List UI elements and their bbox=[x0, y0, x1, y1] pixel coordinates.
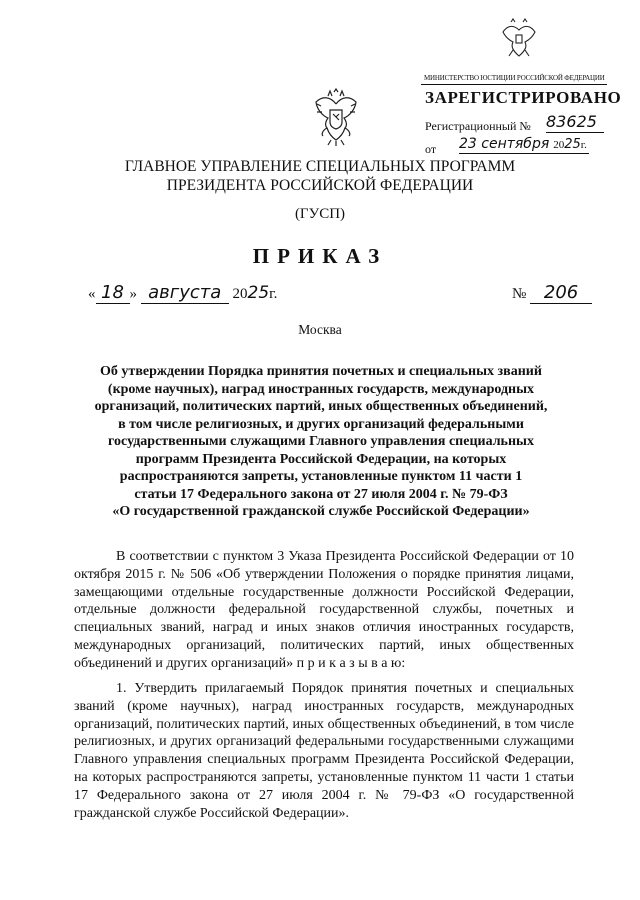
subject-line: статьи 17 Федерального закона от 27 июля 2004 г. № 79-ФЗ bbox=[134, 486, 508, 502]
clause-1-paragraph: 1. Утвердить прилагаемый Порядок принятия почетных и специальных званий (кроме научных), наград иностранных государств, международных организаций, политических партий, иных общественных объединений, в том числе религиозных, и других организаций федеральными государственными служащими Главного управления специальных программ Президента Российской Федерации, на которых распространяются запреты, установленные пунктом 11 части 1 статьи 17 Федерального закона от 27 июля 2004 г. № 79-ФЗ «О государственной гражданской службе Российской Федерации». bbox=[74, 681, 574, 821]
subject-line: (кроме научных), наград иностранных государств, международных bbox=[107, 381, 535, 397]
subject-line: распространяются запреты, установленные пунктом 11 части 1 bbox=[119, 469, 523, 484]
date-close-quote: » bbox=[129, 286, 137, 302]
stamp-divider bbox=[421, 84, 607, 85]
order-number bbox=[512, 282, 592, 304]
order-number-field bbox=[530, 282, 592, 304]
organization-abbreviation: (ГУСП) bbox=[294, 206, 346, 222]
order-subject bbox=[78, 363, 564, 521]
subject-line: Об утверждении Порядка принятия почетных и специальных званий bbox=[100, 364, 542, 379]
order-number-value: 206 bbox=[543, 282, 579, 303]
stamp-date-field bbox=[459, 135, 589, 154]
stamp-year: 25 bbox=[564, 137, 581, 152]
organization-name-line2: ПРЕЗИДЕНТА РОССИЙСКОЙ ФЕДЕРАЦИИ bbox=[166, 177, 474, 194]
date-day-field bbox=[96, 282, 130, 304]
date-year: 25 bbox=[247, 283, 270, 303]
subject-line: в том числе религиозных, и других организаций федеральными bbox=[118, 416, 524, 432]
preamble-paragraph: В соответствии с пунктом 3 Указа Президента Российской Федерации от 10 октября 2015 г. № 506 «Об утверждении Положения о порядке принятия лицами, замещающими отдельные государственные должности Российской Федерации, отдельные должности федеральной государственной службы, почетных и специальных званий, наград и иных знаков отличия иностранных государств, международных организаций, политических партий, иных общественных объединений и других организаций» п р и к а з ы в а ю: bbox=[74, 549, 574, 671]
date-day: 18 bbox=[101, 282, 124, 303]
stamp-date: 23 сентября bbox=[459, 136, 550, 152]
stamp-eagle-emblem-icon bbox=[499, 18, 539, 62]
subject-line: «О государственной гражданской службе Российской Федерации» bbox=[112, 504, 530, 519]
stamp-date-prefix: от bbox=[425, 142, 437, 156]
stamp-number-field bbox=[546, 112, 604, 133]
document-title: ПРИКАЗ bbox=[252, 244, 388, 268]
date-month-field bbox=[141, 282, 229, 304]
city: Москва bbox=[298, 322, 342, 337]
stamp-registration-line bbox=[425, 119, 531, 134]
subject-line: программ Президента Российской Федерации, на которых bbox=[135, 451, 507, 467]
stamp-year-prefix: 20 bbox=[553, 139, 565, 151]
russian-coat-of-arms-icon bbox=[313, 88, 359, 148]
date-year-prefix: 20 bbox=[232, 286, 248, 302]
registration-stamp bbox=[421, 14, 622, 156]
subject-line: организаций, политических партий, иных общественных объединений, bbox=[94, 399, 548, 414]
order-number-label: № bbox=[512, 286, 527, 302]
stamp-ministry-name: МИНИСТЕРСТВО ЮСТИЦИИ РОССИЙСКОЙ ФЕДЕРАЦИИ bbox=[424, 74, 605, 82]
organization-name-line1: ГЛАВНОЕ УПРАВЛЕНИЕ СПЕЦИАЛЬНЫХ ПРОГРАММ bbox=[124, 158, 516, 175]
stamp-date-line bbox=[425, 142, 436, 157]
order-date bbox=[88, 282, 277, 304]
subject-line: государственными служащими Главного управления специальных bbox=[108, 434, 534, 449]
stamp-year-suffix: г. bbox=[580, 139, 587, 151]
stamp-title: ЗАРЕГИСТРИРОВАНО bbox=[425, 88, 622, 107]
stamp-registration-number: 83625 bbox=[546, 112, 597, 131]
stamp-number-label: Регистрационный № bbox=[425, 119, 531, 133]
date-month: августа bbox=[148, 282, 222, 303]
date-year-suffix: г. bbox=[269, 286, 278, 302]
date-open-quote: « bbox=[88, 286, 96, 302]
